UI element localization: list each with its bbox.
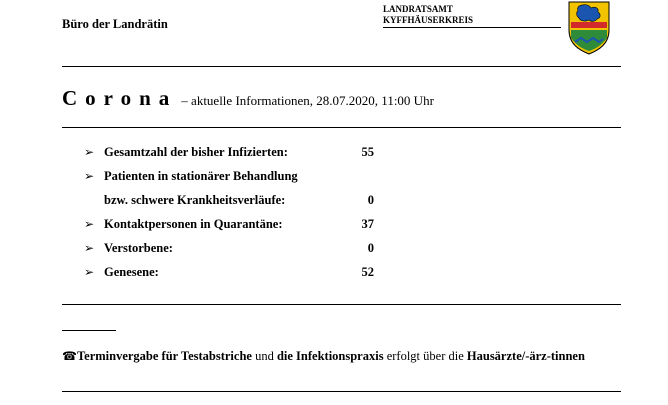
stat-value: 37 — [361, 217, 374, 231]
arrow-bullet-icon: ➢ — [84, 217, 95, 231]
stat-row-hospitalized — [84, 169, 374, 185]
divider-stats — [62, 304, 621, 305]
appointment-notice — [62, 344, 622, 368]
coat-of-arms-icon — [565, 0, 613, 55]
stat-label: Kontaktpersonen in Quarantäne: — [104, 217, 283, 231]
arrow-bullet-icon: ➢ — [84, 169, 95, 183]
stat-label: Gesamtzahl der bisher Infizierten: — [104, 145, 288, 159]
arrow-bullet-icon: ➢ — [84, 145, 95, 159]
org-name — [383, 4, 473, 26]
page-heading — [62, 86, 434, 111]
office-name: Büro der Landrätin — [62, 17, 168, 31]
stat-value: 55 — [361, 145, 374, 159]
stat-row-infected — [84, 145, 374, 161]
stat-row-deceased — [84, 241, 374, 257]
notice-testing: Terminvergabe für Testabstriche — [76, 349, 252, 363]
stat-row-severe — [84, 193, 374, 209]
org-line-2: KYFFHÄUSERKREIS — [383, 15, 474, 25]
footnote-rule — [62, 330, 116, 331]
stat-value: 0 — [367, 193, 374, 207]
divider-top — [62, 66, 621, 67]
stat-label: bzw. schwere Krankheitsverläufe: — [104, 193, 286, 207]
arrow-bullet-icon: ➢ — [84, 241, 95, 255]
stat-row-quarantine — [84, 217, 374, 233]
page-subtitle: – aktuelle Informationen, 28.07.2020, 11:00 Uhr — [181, 93, 434, 108]
telephone-icon: ☎ — [62, 349, 77, 363]
divider-heading — [62, 127, 621, 128]
org-line-1: LANDRATSAMT — [383, 4, 453, 14]
notice-via: erfolgt über die — [383, 349, 467, 363]
notice-and: und — [251, 349, 277, 363]
arrow-bullet-icon: ➢ — [84, 265, 95, 279]
notice-practice: die Infektionspraxis — [276, 349, 384, 363]
stat-row-recovered — [84, 265, 374, 281]
stat-label: Genesene: — [104, 265, 159, 279]
stat-value: 0 — [367, 241, 374, 255]
stat-value: 52 — [361, 265, 374, 279]
org-underline — [383, 27, 561, 28]
divider-bottom — [62, 391, 621, 392]
stat-label: Verstorbene: — [104, 241, 173, 255]
stat-label: Patienten in stationärer Behandlung — [104, 169, 298, 183]
notice-doctors: Hausärzte/-ärz-tinnen — [466, 349, 585, 363]
page-title: Corona — [62, 86, 178, 110]
